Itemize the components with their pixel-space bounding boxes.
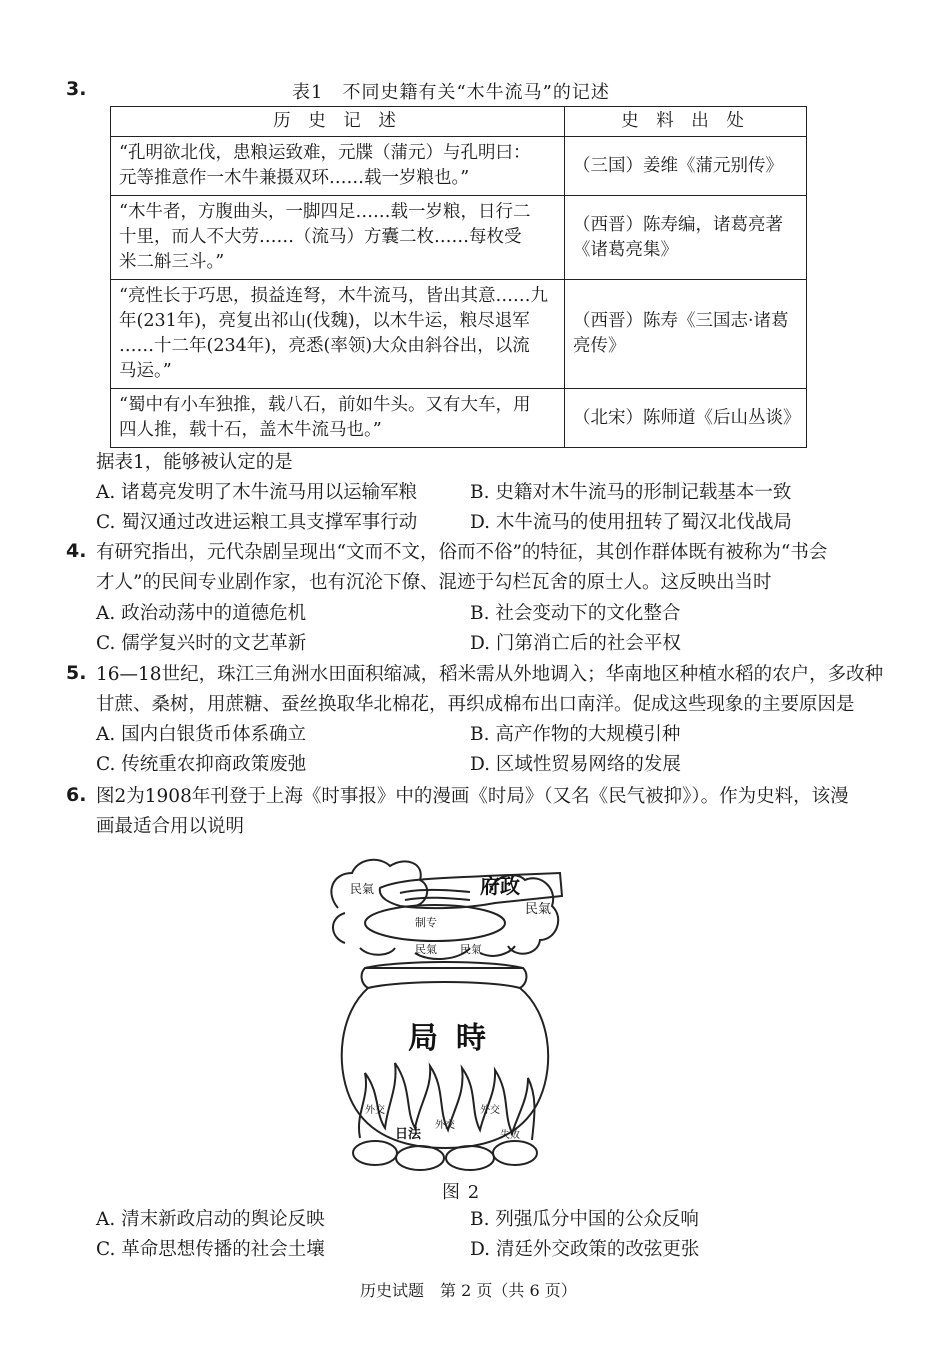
table-row-1-source: （三国）姜维《蒲元别传》 <box>565 137 807 196</box>
q6-option-a[interactable]: A. 清末新政启动的舆论反映 <box>96 1209 325 1230</box>
question-3-number: 3. <box>66 78 87 100</box>
question-6-number: 6. <box>66 784 87 806</box>
q3-option-b[interactable]: B. 史籍对木牛流马的形制记载基本一致 <box>470 482 792 503</box>
jar-label: 局時 <box>408 1021 504 1056</box>
fire-label-3: 外交 <box>435 1120 455 1131</box>
q5-option-d[interactable]: D. 区域性贸易网络的发展 <box>470 754 681 775</box>
left-steam-label: 民氣 <box>350 882 375 896</box>
header-source: 史 料 出 处 <box>565 107 807 137</box>
fire-label-1: 外交 <box>365 1105 385 1116</box>
q5-option-a[interactable]: A. 国内白银货币体系确立 <box>96 724 307 745</box>
q4-option-d[interactable]: D. 门第消亡后的社会平权 <box>470 633 681 654</box>
hand-label: 府政 <box>480 874 520 898</box>
under-lid-right-label: 民氣 <box>460 943 482 956</box>
q3-option-a[interactable]: A. 诸葛亮发明了木牛流马用以运输军粮 <box>96 482 418 503</box>
lid-label: 制专 <box>415 916 437 929</box>
question-5-number: 5. <box>66 662 87 684</box>
table-1-title: 表1 不同史籍有关“木牛流马”的记述 <box>292 82 610 103</box>
figure-2-caption: 图 2 <box>442 1182 481 1203</box>
question-5-stem-line-2: 甘蔗、桑树，用蔗糖、蚕丝换取华北棉花，再织成棉布出口南洋。促成这些现象的主要原因是 <box>96 694 855 715</box>
left-steam-cloud <box>331 860 427 908</box>
question-3-stem: 据表1，能够被认定的是 <box>96 452 293 473</box>
table-row-4-record: “蜀中有小车独推，载八石，前如牛头。又有大车，用 四人推，载十石，盖木牛流马也。” <box>111 389 565 448</box>
fire-label-4: 外交 <box>480 1105 500 1116</box>
q5-option-c[interactable]: C. 传统重农抑商政策废弛 <box>96 754 307 775</box>
q3-option-d[interactable]: D. 木牛流马的使用扭转了蜀汉北伐战局 <box>470 512 792 533</box>
under-lid-left-label: 民氣 <box>415 943 437 956</box>
fire-label-5: 失败 <box>500 1130 520 1141</box>
question-6-stem-line-2: 画最适合用以说明 <box>96 816 245 837</box>
q4-option-a[interactable]: A. 政治动荡中的道德危机 <box>96 603 307 624</box>
q6-option-d[interactable]: D. 清廷外交政策的改弦更张 <box>470 1239 700 1260</box>
table-row-4-source: （北宋）陈师道《后山丛谈》 <box>565 389 807 448</box>
cartoon-figure <box>320 848 570 1173</box>
right-steam-label: 民氣 <box>525 902 552 917</box>
question-4-stem-line-2: 才人”的民间专业剧作家，也有沉沦下僚、混迹于勾栏瓦舍的原士人。这反映出当时 <box>96 572 772 593</box>
header-record: 历 史 记 述 <box>111 107 565 137</box>
q4-option-b[interactable]: B. 社会变动下的文化整合 <box>470 603 681 624</box>
table-row-1-record: “孔明欲北伐，患粮运致难，元牒（蒲元）与孔明曰： 元等推意作一木牛兼摄双环……载一岁粮也。” <box>111 137 565 196</box>
q6-option-b[interactable]: B. 列强瓜分中国的公众反响 <box>470 1209 699 1230</box>
table-row-3-record: “亮性长于巧思，损益连弩，木牛流马，皆出其意……九 年(231年)，亮复出祁山(伐魏)，以木牛运，粮尽退军 ……十二年(234年)，亮悉(率领)大众由斜谷出，以流 马运。” <box>111 280 565 389</box>
history-records-table <box>110 106 807 448</box>
question-5-stem-line-1: 16—18世纪，珠江三角洲水田面积缩减，稻米需从外地调入；华南地区种植水稻的农户，多改种 <box>96 664 884 685</box>
question-4-number: 4. <box>66 540 87 562</box>
fire-label-2: 日法 <box>395 1127 422 1142</box>
table-row-2-source: （西晋）陈寿编，诸葛亮著《诸葛亮集》 <box>565 196 807 280</box>
question-6-stem-line-1: 图2为1908年刊登于上海《时事报》中的漫画《时局》（又名《民气被抑》）。作为史料，该漫 <box>96 786 849 807</box>
question-4-stem-line-1: 有研究指出，元代杂剧呈现出“文而不文，俗而不俗”的特征，其创作群体既有被称为“书会 <box>96 542 828 563</box>
q3-option-c[interactable]: C. 蜀汉通过改进运粮工具支撑军事行动 <box>96 512 418 533</box>
page-footer: 历史试题 第 2 页（共 6 页） <box>360 1281 577 1300</box>
q5-option-b[interactable]: B. 高产作物的大规模引种 <box>470 724 681 745</box>
table-row-2-record: “木牛者，方腹曲头，一脚四足……载一岁粮，日行二 十里，而人不大劳……（流马）方囊二枚……每枚受 米二斛三斗。” <box>111 196 565 280</box>
table-row-3-source: （西晋）陈寿《三国志·诸葛亮传》 <box>565 280 807 389</box>
q6-option-c[interactable]: C. 革命思想传播的社会土壤 <box>96 1239 325 1260</box>
q4-option-c[interactable]: C. 儒学复兴时的文艺革新 <box>96 633 307 654</box>
